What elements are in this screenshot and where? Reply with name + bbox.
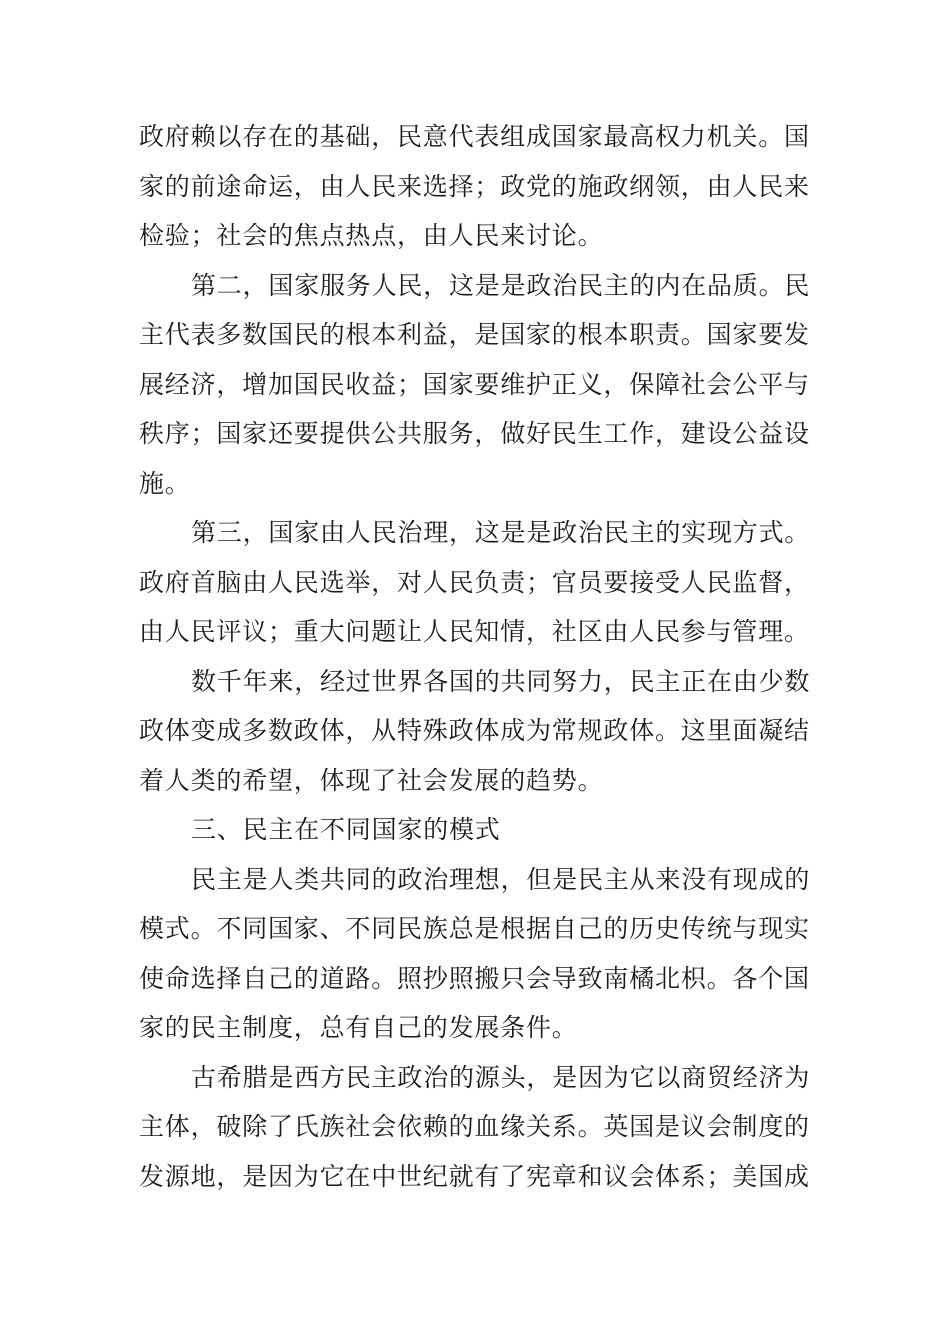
text-line-21: 主体，破除了氏族社会依赖的血缘关系。英国是议会制度的 <box>139 1112 810 1141</box>
text-line-12: 数千年来，经过世界各国的共同努力，民主正在由少数 <box>191 666 811 696</box>
text-line-9: 第三，国家由人民治理，这是是政治民主的实现方式。 <box>191 518 811 547</box>
text-line-3: 检验；社会的焦点热点，由人民来讨论。 <box>139 221 604 250</box>
text-line-17: 模式。不同国家、不同民族总是根据自己的历史传统与现实 <box>139 914 810 943</box>
text-line-11: 由人民评议；重大问题让人民知情，社区由人民参与管理。 <box>139 617 810 646</box>
text-line-1: 政府赖以存在的基础，民意代表组成国家最高权力机关。国 <box>139 122 810 151</box>
text-line-22: 发源地，是因为它在中世纪就有了宪章和议会体系；美国成 <box>139 1161 810 1191</box>
body-text <box>139 112 825 1201</box>
section-heading: 三、民主在不同国家的模式 <box>191 815 501 844</box>
text-line-4: 第二，国家服务人民，这是是政治民主的内在品质。民 <box>191 270 811 300</box>
text-line-20: 古希腊是西方民主政治的源头，是因为它以商贸经济为 <box>191 1062 811 1092</box>
text-line-7: 秩序；国家还要提供公共服务，做好民生工作，建设公益设 <box>139 419 810 448</box>
text-line-14: 着人类的希望，体现了社会发展的趋势。 <box>139 765 604 795</box>
text-line-16: 民主是人类共同的政治理想，但是民主从来没有现成的 <box>191 864 811 894</box>
text-line-6: 展经济，增加国民收益；国家要维护正义，保障社会公平与 <box>139 369 810 399</box>
text-line-19: 家的民主制度，总有自己的发展条件。 <box>139 1013 578 1042</box>
text-line-8: 施。 <box>139 468 191 498</box>
text-line-2: 家的前途命运，由人民来选择；政党的施政纲领，由人民来 <box>139 171 810 201</box>
text-line-5: 主代表多数国民的根本利益，是国家的根本职责。国家要发 <box>139 320 810 349</box>
text-line-18: 使命选择自己的道路。照抄照搬只会导致南橘北枳。各个国 <box>139 963 810 993</box>
text-line-10: 政府首脑由人民选举，对人民负责；官员要接受人民监督， <box>139 567 810 597</box>
text-line-13: 政体变成多数政体，从特殊政体成为常规政体。这里面凝结 <box>139 716 810 745</box>
